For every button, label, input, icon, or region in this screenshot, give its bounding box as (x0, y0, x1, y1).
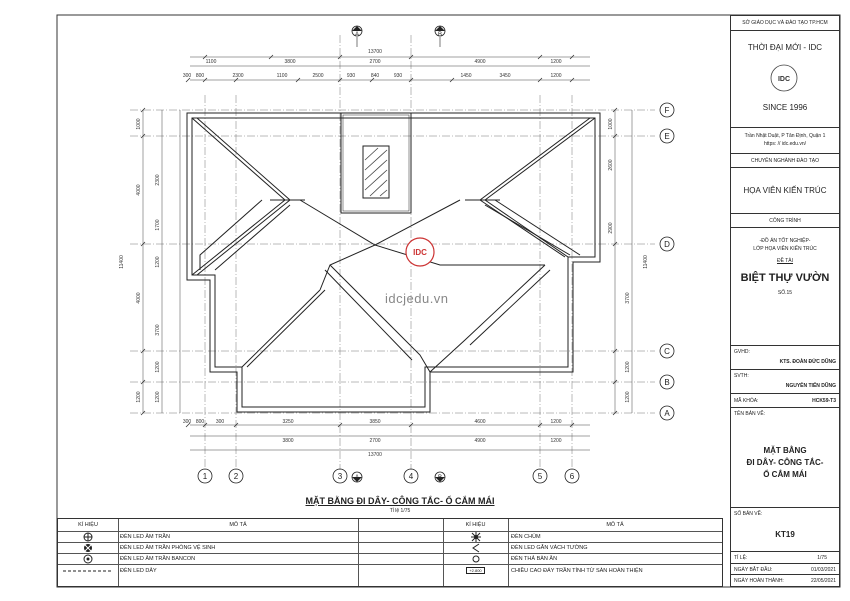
bottom-total-dim: 13700 (368, 452, 382, 458)
tb-scale: 1/75 (817, 555, 827, 561)
left-dim: 2300 (155, 174, 161, 186)
legend-desc: ĐÈN CHÙM (511, 534, 541, 540)
tb-topic-no: SỐ.15 (777, 290, 793, 296)
bottom-dim: 300 (182, 419, 192, 425)
right-dim: 1000 (608, 118, 614, 130)
tb-drawing-name-1: MẶT BẰNG (763, 446, 807, 455)
tb-course: HCK59-T3 (812, 398, 836, 404)
center-logo (406, 238, 434, 266)
chandelier-icon (443, 532, 508, 542)
bottom-dim: 3850 (369, 419, 381, 425)
legend-header (58, 519, 722, 532)
tb-end-row (731, 575, 839, 586)
legend-desc: CHIỀU CAO ĐÁY TRẦN TÍNH TỪ SÀN HOÀN THIỆN (511, 567, 643, 574)
tb-training: HỌA VIÊN KIẾN TRÚC (731, 168, 839, 214)
tb-project-line1: -ĐỒ ÁN TỐT NGHIỆP- (759, 238, 811, 244)
roof-plan (187, 113, 600, 412)
right-dim: 2600 (608, 159, 614, 171)
watermark: idcjedu.vn (385, 291, 449, 306)
tb-scale-row (731, 552, 839, 564)
drawing-scale: Tỉ lệ 1/75 (389, 508, 411, 514)
legend-desc: ĐÈN THẢ BÀN ĂN (511, 556, 558, 562)
tb-svth-label: SVTH: (734, 373, 749, 379)
top-dim: 300 (182, 73, 192, 79)
tb-gvhd-label: GVHD: (734, 349, 750, 355)
tb-project-label: CÔNG TRÌNH (731, 214, 839, 228)
legend-h-desc-2: MÔ TẢ (606, 522, 624, 528)
legend-h-desc: MÔ TẢ (229, 522, 247, 528)
section-mark-b: B (437, 32, 443, 38)
bathroom-led-icon (58, 543, 118, 553)
grid-row-label: B (664, 378, 670, 387)
left-dim: 4000 (136, 184, 142, 196)
left-total-dim: 11400 (119, 255, 125, 269)
logo-text: IDC (413, 248, 427, 257)
top-dim: 930 (346, 73, 356, 79)
top-dim: 1100 (205, 59, 217, 65)
top-dim: 800 (195, 73, 205, 79)
balcony-led-icon (58, 554, 118, 564)
legend-row (58, 565, 722, 576)
pendant-lamp-icon (443, 554, 508, 564)
skylight-hatch (365, 148, 387, 196)
legend-table (57, 518, 723, 587)
top-dim: 1200 (550, 73, 562, 79)
tb-website: https: // idc.edu.vn/ (764, 141, 806, 147)
grid-col-label: 4 (408, 472, 414, 481)
legend-desc: ĐÈN LED DÂY (120, 567, 157, 574)
tb-logo-text: IDC (777, 76, 791, 83)
top-dim: 1450 (460, 73, 472, 79)
dimension-text (183, 49, 562, 458)
tb-start: 01/03/2021 (810, 567, 836, 573)
top-dim: 4900 (474, 59, 486, 65)
tb-drawing-name-label: TÊN BẢN VẼ: (734, 411, 766, 417)
ceiling-height-tag: +2.800 (443, 565, 508, 576)
tb-address-box (731, 128, 839, 154)
grid-row-label: E (664, 132, 670, 141)
tb-school: THỜI ĐẠI MỚI - IDC (747, 43, 823, 52)
strip-led-icon (58, 565, 118, 576)
tb-end: 22/05/2021 (810, 578, 836, 584)
tb-address: Trần Nhật Duật, P Tân Định, Quận 1 (744, 133, 826, 139)
tb-sheet-no: KT19 (775, 530, 795, 539)
right-dim: 1200 (625, 391, 631, 403)
tb-svth: NGUYỄN TIẾN DŨNG (785, 383, 836, 389)
bottom-dim: 2700 (369, 438, 381, 444)
bottom-dim: 3250 (282, 419, 294, 425)
tb-drawing-name-3: Ổ CẮM MÁI (763, 470, 807, 479)
bottom-dim: 4900 (474, 438, 486, 444)
left-dim: 1200 (155, 391, 161, 403)
grid-row-label: F (664, 106, 670, 115)
tb-project-line2: LỚP HỌA VIÊN KIẾN TRÚC (753, 246, 817, 252)
bottom-dim: 4600 (474, 419, 486, 425)
top-dim: 2300 (232, 73, 244, 79)
legend-desc: ĐÈN LED GẮN VÁCH TƯỜNG (511, 545, 588, 551)
top-dim: 840 (370, 73, 380, 79)
tb-scale-label: TỈ LỆ: (734, 555, 748, 561)
tb-project-box (731, 228, 839, 346)
legend-h-symbol: KÍ HIỆU (78, 522, 98, 528)
top-dim: 2700 (369, 59, 381, 65)
grid-col-label: 6 (569, 472, 575, 481)
top-total-dim: 13700 (368, 49, 382, 55)
grid-col-label: 1 (202, 472, 208, 481)
left-dim: 1200 (155, 361, 161, 373)
tb-topic-label: ĐỀ TÀI (776, 258, 794, 264)
top-dim: 1200 (550, 59, 562, 65)
tb-end-label: NGÀY HOÀN THÀNH: (734, 578, 784, 584)
grid-row-label: D (664, 240, 670, 249)
vertical-dimension-text (119, 118, 649, 402)
legend-h-symbol-2: KÍ HIỆU (465, 522, 486, 528)
wall-led-icon (443, 543, 508, 553)
grid-col-label: 5 (537, 472, 543, 481)
tb-drawing-name-2: ĐI DÂY- CÔNG TẮC- (746, 458, 824, 467)
section-mark-b-bottom: B (437, 475, 443, 481)
bottom-dim: 3800 (282, 438, 294, 444)
left-dim: 4000 (136, 292, 142, 304)
right-total-dim: 11400 (643, 255, 649, 269)
tb-start-label: NGÀY BẮT ĐẦU: (734, 567, 773, 573)
tb-svth-row (731, 370, 839, 394)
tb-gvhd: KTS. ĐOÀN ĐỨC DŨNG (779, 359, 836, 365)
dimension-lines (143, 57, 632, 450)
left-dim: 3700 (155, 324, 161, 336)
tb-drawing-name-box (731, 408, 839, 508)
tb-course-row (731, 394, 839, 408)
tb-school-box (731, 31, 839, 128)
grid-col-label: 3 (337, 472, 343, 481)
top-dim: 930 (393, 73, 403, 79)
tb-sheet-no-box (731, 508, 839, 552)
bottom-dim: 800 (195, 419, 205, 425)
tb-training-label: CHUYÊN NGHÀNH ĐÀO TẠO (731, 154, 839, 168)
grid-row-label: C (664, 347, 670, 356)
top-dim: 2500 (312, 73, 324, 79)
tb-start-row (731, 564, 839, 575)
tb-dept: SỞ GIÁO DỤC VÀ ĐÀO TẠO TP.HCM (731, 16, 839, 31)
bottom-dim: 1200 (550, 419, 562, 425)
top-dim: 3450 (499, 73, 511, 79)
legend-desc: ĐÈN LED ÂM TRẦN BANCON (120, 556, 196, 562)
legend-row (58, 554, 722, 565)
bottom-dim: 1200 (550, 438, 562, 444)
tb-topic: BIỆT THỰ VƯỜN (740, 272, 830, 284)
recessed-led-icon (58, 532, 118, 542)
tb-sheet-no-label: SỐ BẢN VẼ: (734, 511, 763, 517)
section-mark-a-bottom: A (354, 475, 360, 481)
tb-since: SINCE 1996 (762, 103, 808, 112)
bottom-dim: 300 (215, 419, 225, 425)
grid-row-label: A (664, 409, 670, 418)
left-dim: 1700 (155, 219, 161, 231)
right-dim: 1200 (625, 361, 631, 373)
grid-col-label: 2 (233, 472, 239, 481)
right-dim: 3700 (625, 292, 631, 304)
tb-course-label: MÃ KHÓA: (734, 398, 759, 404)
drawing-title: MẶT BẰNG ĐI DÂY- CÔNG TẮC- Ổ CẮM MÁI (305, 496, 495, 506)
legend-row (58, 532, 722, 543)
left-dim: 1200 (136, 391, 142, 403)
right-dim: 2900 (608, 222, 614, 234)
legend-desc: ĐÈN LED ÂM TRẦN (120, 534, 171, 540)
legend-row (58, 543, 722, 554)
top-dim: 1100 (276, 73, 288, 79)
left-dim: 1200 (155, 256, 161, 268)
title-block (730, 15, 840, 587)
section-mark-a: A (354, 32, 360, 38)
legend-desc: ĐÈN LED ÂM TRẦN PHÒNG VỆ SINH (120, 545, 216, 551)
top-dim: 3800 (284, 59, 296, 65)
left-dim: 1000 (136, 118, 142, 130)
tb-gvhd-row (731, 346, 839, 370)
